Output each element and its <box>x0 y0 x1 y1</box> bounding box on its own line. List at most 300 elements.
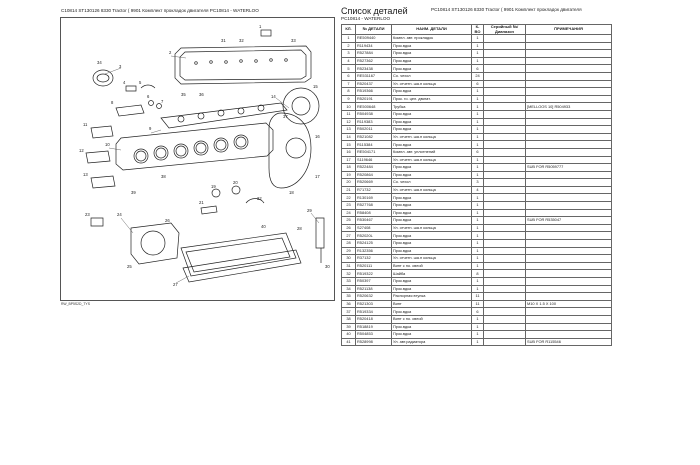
qty-cell: 1 <box>472 323 484 331</box>
note-cell <box>526 293 612 301</box>
callout-34: 34 <box>97 60 102 65</box>
callout-10: 10 <box>105 142 110 147</box>
serial-cell <box>484 285 526 293</box>
part-number-cell: R119434 <box>356 42 392 50</box>
part-name-cell: Ул. отчетн. ша.н кольца <box>392 133 472 141</box>
callout-40: 40 <box>261 224 266 229</box>
diagram-page <box>60 8 333 318</box>
part-number-cell: RE509440 <box>356 35 392 43</box>
ref-cell: 27 <box>342 232 356 240</box>
col-part-name: НАИМ. ДЕТАЛИ <box>392 25 472 35</box>
table-row <box>342 88 612 96</box>
note-cell <box>526 148 612 156</box>
ref-cell: 41 <box>342 338 356 346</box>
part-number-cell: R504853 <box>356 331 392 339</box>
serial-cell <box>484 331 526 339</box>
part-number-cell: R521303 <box>356 300 392 308</box>
note-cell <box>526 209 612 217</box>
note-cell <box>526 80 612 88</box>
table-row <box>342 141 612 149</box>
note-cell <box>526 194 612 202</box>
serial-cell <box>484 88 526 96</box>
table-row <box>342 338 612 346</box>
serial-cell <box>484 270 526 278</box>
serial-cell <box>484 110 526 118</box>
part-number-cell: R518819 <box>356 323 392 331</box>
part-name-cell: Прок.вдка <box>392 202 472 210</box>
ref-cell: 17 <box>342 156 356 164</box>
ref-cell: 31 <box>342 262 356 270</box>
part-name-cell: Прок.вдка <box>392 232 472 240</box>
serial-cell <box>484 179 526 187</box>
table-row <box>342 35 612 43</box>
table-header-row <box>342 25 612 35</box>
part-name-cell: Прок.вдка <box>392 141 472 149</box>
part-number-cell: R521082 <box>356 133 392 141</box>
ref-cell: 20 <box>342 179 356 187</box>
part-number-cell: R520632 <box>356 293 392 301</box>
qty-cell: 1 <box>472 331 484 339</box>
part-name-cell: Прок.вдка <box>392 194 472 202</box>
table-row <box>342 202 612 210</box>
part-number-cell: S119646 <box>356 156 392 164</box>
note-cell <box>526 133 612 141</box>
table-row <box>342 194 612 202</box>
table-row <box>342 171 612 179</box>
ref-cell: 14 <box>342 133 356 141</box>
part-name-cell: Прок.вдка <box>392 285 472 293</box>
callout-38: 38 <box>161 174 166 179</box>
note-cell <box>526 156 612 164</box>
part-name-cell: Прок.вдка <box>392 88 472 96</box>
part-number-cell: RE531167 <box>356 72 392 80</box>
qty-cell: 4 <box>472 186 484 194</box>
qty-cell: 1 <box>472 110 484 118</box>
part-number-cell: R527362 <box>356 57 392 65</box>
note-cell <box>526 308 612 316</box>
serial-cell <box>484 293 526 301</box>
part-name-cell: Ул. авт.радиатора <box>392 338 472 346</box>
ref-cell: 6 <box>342 72 356 80</box>
note-cell <box>526 179 612 187</box>
callout-27: 27 <box>173 282 178 287</box>
table-row <box>342 179 612 187</box>
table-row <box>342 270 612 278</box>
qty-cell: 1 <box>472 35 484 43</box>
qty-cell: 1 <box>472 338 484 346</box>
qty-cell: 6 <box>472 308 484 316</box>
table-row <box>342 126 612 134</box>
serial-cell <box>484 308 526 316</box>
part-number-cell: S27408 <box>356 224 392 232</box>
part-number-cell: R527884 <box>356 50 392 58</box>
part-number-cell: R502011 <box>356 126 392 134</box>
table-row <box>342 133 612 141</box>
part-number-cell: R520669 <box>356 179 392 187</box>
table-row <box>342 209 612 217</box>
serial-cell <box>484 338 526 346</box>
callout-11: 11 <box>83 122 88 127</box>
part-name-cell: Прок.вдка <box>392 164 472 172</box>
qty-cell: 6 <box>472 65 484 73</box>
table-row <box>342 72 612 80</box>
serial-cell <box>484 217 526 225</box>
callout-7: 7 <box>161 99 164 104</box>
table-row <box>342 308 612 316</box>
part-name-cell: Прок.вдка <box>392 240 472 248</box>
ref-cell: 38 <box>342 315 356 323</box>
note-cell <box>526 88 612 96</box>
serial-cell <box>484 133 526 141</box>
qty-cell: 1 <box>472 156 484 164</box>
ref-cell: 39 <box>342 323 356 331</box>
qty-cell: 1 <box>472 42 484 50</box>
table-row <box>342 186 612 194</box>
serial-cell <box>484 148 526 156</box>
part-number-cell: R520191 <box>356 95 392 103</box>
qty-cell: 1 <box>472 285 484 293</box>
table-row <box>342 262 612 270</box>
qty-cell: 1 <box>472 88 484 96</box>
note-cell <box>526 270 612 278</box>
note-cell: SUB FOR R535047 <box>526 217 612 225</box>
part-name-cell: Ул. отчетн. ша.н кольца <box>392 224 472 232</box>
part-name-cell: Ул. отчетн. ша.н кольца <box>392 186 472 194</box>
ref-cell: 36 <box>342 300 356 308</box>
part-name-cell: Компл. авт. прокладок <box>392 35 472 43</box>
col-part-number: № ДЕТАЛИ <box>356 25 392 35</box>
table-row <box>342 315 612 323</box>
ref-cell: 2 <box>342 42 356 50</box>
part-number-cell: RE504171 <box>356 148 392 156</box>
part-number-cell: RE500648 <box>356 103 392 111</box>
part-number-cell: R519366 <box>356 88 392 96</box>
qty-cell: 8 <box>472 270 484 278</box>
callout-20: 20 <box>233 180 238 185</box>
note-cell <box>526 57 612 65</box>
part-name-cell: Прок.вдка <box>392 42 472 50</box>
serial-cell <box>484 240 526 248</box>
ref-cell: 33 <box>342 278 356 286</box>
table-row <box>342 57 612 65</box>
table-row <box>342 118 612 126</box>
ref-cell: 22 <box>342 194 356 202</box>
note-cell <box>526 42 612 50</box>
ref-cell: 13 <box>342 126 356 134</box>
qty-cell: 1 <box>472 315 484 323</box>
qty-cell: 1 <box>472 133 484 141</box>
callout-8: 8 <box>111 100 114 105</box>
part-name-cell: Ул. отчетн. ша.н кольца <box>392 156 472 164</box>
callout-23: 23 <box>85 212 90 217</box>
qty-cell: 1 <box>472 255 484 263</box>
part-number-cell: R52020L <box>356 232 392 240</box>
ref-cell: 24 <box>342 209 356 217</box>
table-row <box>342 285 612 293</box>
ref-cell: 12 <box>342 118 356 126</box>
ref-cell: 29 <box>342 247 356 255</box>
callout-16: 16 <box>315 134 320 139</box>
note-cell <box>526 240 612 248</box>
callout-36: 36 <box>199 92 204 97</box>
parts-list-page <box>341 6 611 346</box>
part-name-cell: Прок.вдка <box>392 126 472 134</box>
part-number-cell: R523438 <box>356 65 392 73</box>
serial-cell <box>484 255 526 263</box>
serial-cell <box>484 209 526 217</box>
callout-9: 9 <box>149 126 152 131</box>
qty-cell: 1 <box>472 202 484 210</box>
note-cell: M10 X 1.5 X 100 <box>526 300 612 308</box>
serial-cell <box>484 232 526 240</box>
note-cell <box>526 285 612 293</box>
note-cell <box>526 171 612 179</box>
qty-cell: 3 <box>472 179 484 187</box>
note-cell: [MELLOOS 10] R504933 <box>526 103 612 111</box>
part-name-cell: Прок.вдка <box>392 209 472 217</box>
callout-22: 22 <box>257 196 262 201</box>
ref-cell: 5 <box>342 65 356 73</box>
qty-cell: 1 <box>472 126 484 134</box>
table-row <box>342 148 612 156</box>
serial-cell <box>484 262 526 270</box>
note-cell <box>526 110 612 118</box>
table-row <box>342 224 612 232</box>
note-cell <box>526 65 612 73</box>
callout-17: 17 <box>315 174 320 179</box>
callout-2: 2 <box>169 50 172 55</box>
part-number-cell: R50397 <box>356 278 392 286</box>
qty-cell: 1 <box>472 209 484 217</box>
table-row <box>342 255 612 263</box>
serial-cell <box>484 156 526 164</box>
part-number-cell: R530467 <box>356 217 392 225</box>
part-name-cell: Прок.вдка <box>392 323 472 331</box>
part-name-cell: Шайба <box>392 270 472 278</box>
note-cell <box>526 50 612 58</box>
note-cell <box>526 95 612 103</box>
diagram-header: C10814 ST130126 8330 Tractor ( 9901 Комплект прокладок двигателя PC10814 - WATERLOO <box>61 8 259 13</box>
callout-35: 35 <box>181 92 186 97</box>
callout-3: 3 <box>119 64 122 69</box>
ref-cell: 1 <box>342 35 356 43</box>
note-cell <box>526 35 612 43</box>
ref-cell: 21 <box>342 186 356 194</box>
part-number-cell: R132356 <box>356 247 392 255</box>
ref-cell: 9 <box>342 95 356 103</box>
serial-cell <box>484 315 526 323</box>
callout-19: 19 <box>211 184 216 189</box>
note-cell <box>526 323 612 331</box>
qty-cell: 1 <box>472 141 484 149</box>
note-cell <box>526 202 612 210</box>
callout-29: 29 <box>307 208 312 213</box>
note-cell <box>526 278 612 286</box>
serial-cell <box>484 42 526 50</box>
ref-cell: 7 <box>342 80 356 88</box>
part-number-cell: R521138 <box>356 285 392 293</box>
serial-cell <box>484 126 526 134</box>
qty-cell: 1 <box>472 50 484 58</box>
table-row <box>342 110 612 118</box>
part-name-cell: Прок.вдка <box>392 110 472 118</box>
table-row <box>342 247 612 255</box>
ref-cell: 4 <box>342 57 356 65</box>
note-cell: SUB FOR R5059777 <box>526 164 612 172</box>
qty-cell: 1 <box>472 118 484 126</box>
part-number-cell: R520437 <box>356 80 392 88</box>
serial-cell <box>484 323 526 331</box>
parts-table <box>341 24 612 346</box>
serial-cell <box>484 247 526 255</box>
callout-26: 26 <box>165 218 170 223</box>
table-row <box>342 156 612 164</box>
note-cell <box>526 141 612 149</box>
part-name-cell: Распорная втулка <box>392 293 472 301</box>
serial-cell <box>484 95 526 103</box>
ref-cell: 19 <box>342 171 356 179</box>
col-ref: КЛ. <box>342 25 356 35</box>
ref-cell: 26 <box>342 224 356 232</box>
qty-cell: 1 <box>472 95 484 103</box>
callout-5: 5 <box>139 80 142 85</box>
table-row <box>342 217 612 225</box>
qty-cell: 24 <box>472 72 484 80</box>
ref-cell: 15 <box>342 141 356 149</box>
note-cell: SUB FOR R115546 <box>526 338 612 346</box>
qty-cell: 6 <box>472 148 484 156</box>
qty-cell: 1 <box>472 262 484 270</box>
note-cell <box>526 247 612 255</box>
part-name-cell: Прок.вдка <box>392 331 472 339</box>
ref-cell: 28 <box>342 240 356 248</box>
table-row <box>342 293 612 301</box>
part-number-cell: R522484 <box>356 164 392 172</box>
part-number-cell: R130169 <box>356 194 392 202</box>
table-row <box>342 80 612 88</box>
serial-cell <box>484 202 526 210</box>
part-number-cell: R519322 <box>356 270 392 278</box>
parts-list-title: Список деталей <box>341 6 408 16</box>
qty-cell: 1 <box>472 224 484 232</box>
col-qty: К- ВО <box>472 25 484 35</box>
qty-cell: 1 <box>472 240 484 248</box>
table-row <box>342 95 612 103</box>
serial-cell <box>484 80 526 88</box>
note-cell <box>526 118 612 126</box>
part-number-cell: R520418 <box>356 315 392 323</box>
exploded-diagram <box>60 17 335 301</box>
qty-cell: 6 <box>472 80 484 88</box>
note-cell <box>526 232 612 240</box>
part-name-cell: Со. чехол <box>392 72 472 80</box>
col-serial: Серийный №/Диапазон <box>484 25 526 35</box>
note-cell <box>526 331 612 339</box>
qty-cell: 1 <box>472 57 484 65</box>
callout-4: 4 <box>123 80 126 85</box>
ref-cell: 3 <box>342 50 356 58</box>
serial-cell <box>484 164 526 172</box>
qty-cell: 1 <box>472 278 484 286</box>
serial-cell <box>484 141 526 149</box>
serial-cell <box>484 57 526 65</box>
part-name-cell: Трубка <box>392 103 472 111</box>
table-row <box>342 278 612 286</box>
qty-cell: 1 <box>472 194 484 202</box>
part-name-cell: Прок. го. цел. двигат. <box>392 95 472 103</box>
part-name-cell: Прок.вдка <box>392 50 472 58</box>
qty-cell: 1 <box>472 217 484 225</box>
table-row <box>342 164 612 172</box>
ref-cell: 25 <box>342 217 356 225</box>
table-row <box>342 103 612 111</box>
callout-13: 13 <box>83 172 88 177</box>
part-name-cell: Ул. отчетн. ша.н кольца <box>392 255 472 263</box>
callout-33: 33 <box>291 38 296 43</box>
callout-21: 21 <box>199 200 204 205</box>
serial-cell <box>484 118 526 126</box>
qty-cell: 11 <box>472 300 484 308</box>
serial-cell <box>484 224 526 232</box>
part-number-cell: R71732 <box>356 186 392 194</box>
part-number-cell: R520111 <box>356 262 392 270</box>
serial-cell <box>484 72 526 80</box>
part-name-cell: Прок.вдка <box>392 308 472 316</box>
table-row <box>342 50 612 58</box>
ref-cell: 34 <box>342 285 356 293</box>
ref-cell: 18 <box>342 164 356 172</box>
note-cell <box>526 72 612 80</box>
ref-cell: 16 <box>342 148 356 156</box>
part-name-cell: Прок.вдка <box>392 171 472 179</box>
note-cell <box>526 262 612 270</box>
callout-24: 24 <box>117 212 122 217</box>
part-number-cell: R37132 <box>356 255 392 263</box>
part-number-cell: R528998 <box>356 338 392 346</box>
table-row <box>342 42 612 50</box>
part-number-cell: R504938 <box>356 110 392 118</box>
part-name-cell: Компл. авт. уплотнений <box>392 148 472 156</box>
part-name-cell: Прок.вдка <box>392 278 472 286</box>
part-number-cell: R58408 <box>356 209 392 217</box>
note-cell <box>526 255 612 263</box>
ref-cell: 8 <box>342 88 356 96</box>
note-cell <box>526 224 612 232</box>
ref-cell: 37 <box>342 308 356 316</box>
callout-37: 37 <box>283 114 288 119</box>
ref-cell: 23 <box>342 202 356 210</box>
callout-31: 31 <box>221 38 226 43</box>
serial-cell <box>484 194 526 202</box>
qty-cell: 1 <box>472 232 484 240</box>
parts-list-subtitle: PC10814 ST130126 8330 Tractor ( 9901 Комплект прокладок двигателя <box>431 7 582 12</box>
gasket-kit-drawing <box>61 18 334 300</box>
part-number-cell: R119383 <box>356 118 392 126</box>
table-row <box>342 65 612 73</box>
part-name-cell: Ул. отчетн. ша.н кольца <box>392 80 472 88</box>
part-name-cell: Прок.вдка <box>392 247 472 255</box>
note-cell <box>526 315 612 323</box>
ref-cell: 32 <box>342 270 356 278</box>
table-row <box>342 232 612 240</box>
table-row <box>342 300 612 308</box>
table-row <box>342 331 612 339</box>
callout-15: 15 <box>313 84 318 89</box>
diagram-footer: RW_BP5S2D_TYS <box>61 302 90 306</box>
part-name-cell: Со. чехол <box>392 179 472 187</box>
part-name-cell: Винт с по. свеой <box>392 315 472 323</box>
qty-cell: 1 <box>472 247 484 255</box>
